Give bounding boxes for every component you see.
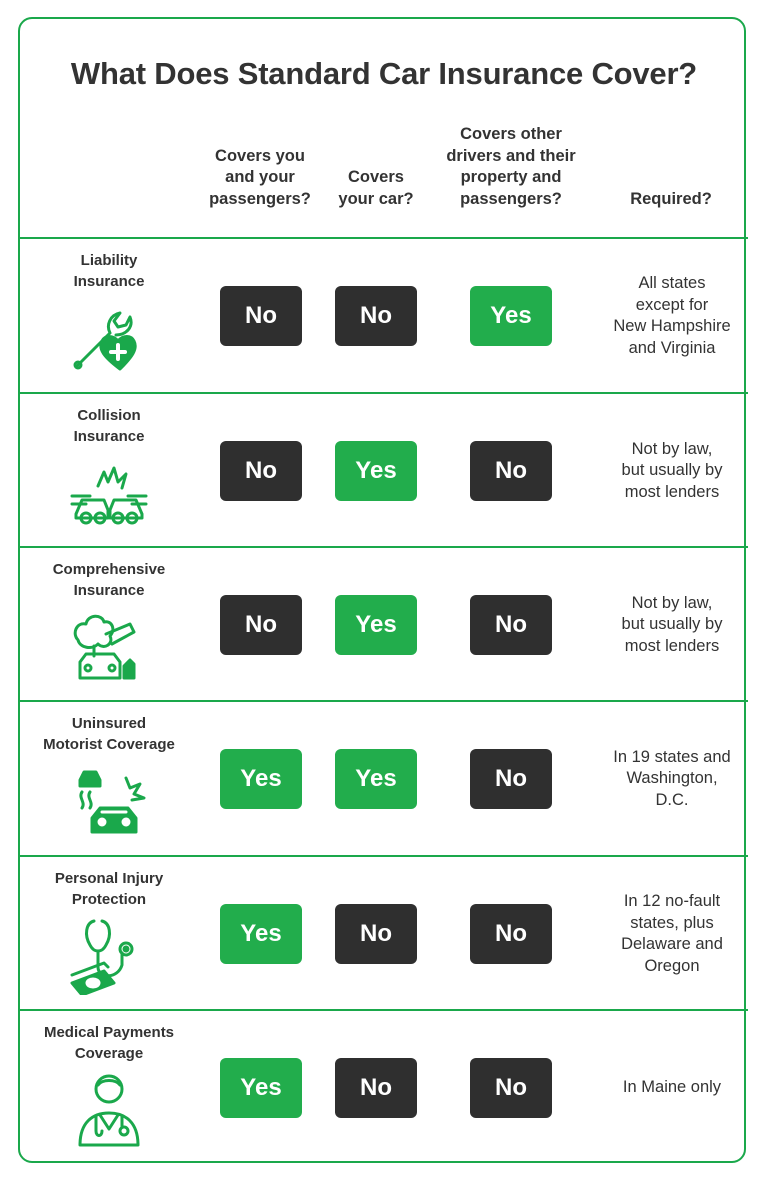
covers-car-value: Yes (335, 595, 417, 655)
column-header-line: Covers (348, 168, 404, 186)
table-row (20, 394, 748, 548)
covers-car-value: No (335, 286, 417, 346)
row-label: Medical Payments Coverage (43, 1024, 175, 1062)
column-header-covers-others (436, 126, 586, 210)
required-text: In Maine only (622, 1078, 722, 1097)
doctor-icon (68, 1067, 150, 1149)
required-text: In 12 no-fault states, plus Delaware and Oregon (621, 892, 723, 975)
required-text: Not by law, but usually by most lenders (621, 593, 723, 655)
covers-others-value: No (470, 595, 552, 655)
row-label: Comprehensive Insurance (52, 561, 166, 599)
row-label: Liability Insurance (73, 252, 145, 290)
column-header-required (596, 126, 746, 210)
covers-you-value: Yes (220, 1058, 302, 1118)
covers-you-value: No (220, 595, 302, 655)
covers-car-value: Yes (335, 441, 417, 501)
table-row (20, 548, 748, 702)
row-label: Personal Injury Protection (54, 870, 164, 908)
table-row (20, 857, 748, 1011)
hit-and-run-icon (68, 758, 150, 840)
covers-others-value: No (470, 904, 552, 964)
covers-others-value: No (470, 441, 552, 501)
covers-others-value: No (470, 1058, 552, 1118)
column-header-line: property and (460, 168, 562, 186)
column-header-line: Covers other (460, 125, 562, 143)
car-crash-icon (68, 450, 150, 532)
row-label: Uninsured Motorist Coverage (43, 715, 175, 753)
column-header-line: Required? (630, 189, 712, 208)
column-header-line: passengers? (460, 189, 562, 208)
column-header-line: and your (225, 168, 295, 186)
table-row (20, 1011, 748, 1165)
row-label: Collision Insurance (73, 407, 145, 445)
covers-you-value: No (220, 441, 302, 501)
required-text: All states except for New Hampshire and Virginia (613, 274, 731, 357)
column-header-line: passengers? (209, 189, 311, 208)
covers-car-value: No (335, 904, 417, 964)
page-title: What Does Standard Car Insurance Cover? (70, 56, 698, 91)
covers-others-value: No (470, 749, 552, 809)
wrench-heart-icon (68, 295, 150, 377)
required-text: Not by law, but usually by most lenders (621, 439, 723, 501)
covers-you-value: No (220, 286, 302, 346)
covers-you-value: Yes (220, 749, 302, 809)
tree-on-car-icon (68, 604, 150, 686)
column-header-line: drivers and their (446, 146, 576, 165)
table-row (20, 702, 748, 856)
covers-car-value: No (335, 1058, 417, 1118)
table-row (20, 239, 748, 393)
column-header-covers-you (200, 126, 320, 210)
column-header-covers-car (316, 126, 436, 210)
covers-car-value: Yes (335, 749, 417, 809)
covers-you-value: Yes (220, 904, 302, 964)
column-header-line: your car? (338, 189, 414, 208)
stethoscope-money-icon (68, 913, 150, 995)
required-text: In 19 states and Washington, D.C. (613, 747, 731, 809)
covers-others-value: Yes (470, 286, 552, 346)
column-header-line: Covers you (215, 146, 305, 165)
